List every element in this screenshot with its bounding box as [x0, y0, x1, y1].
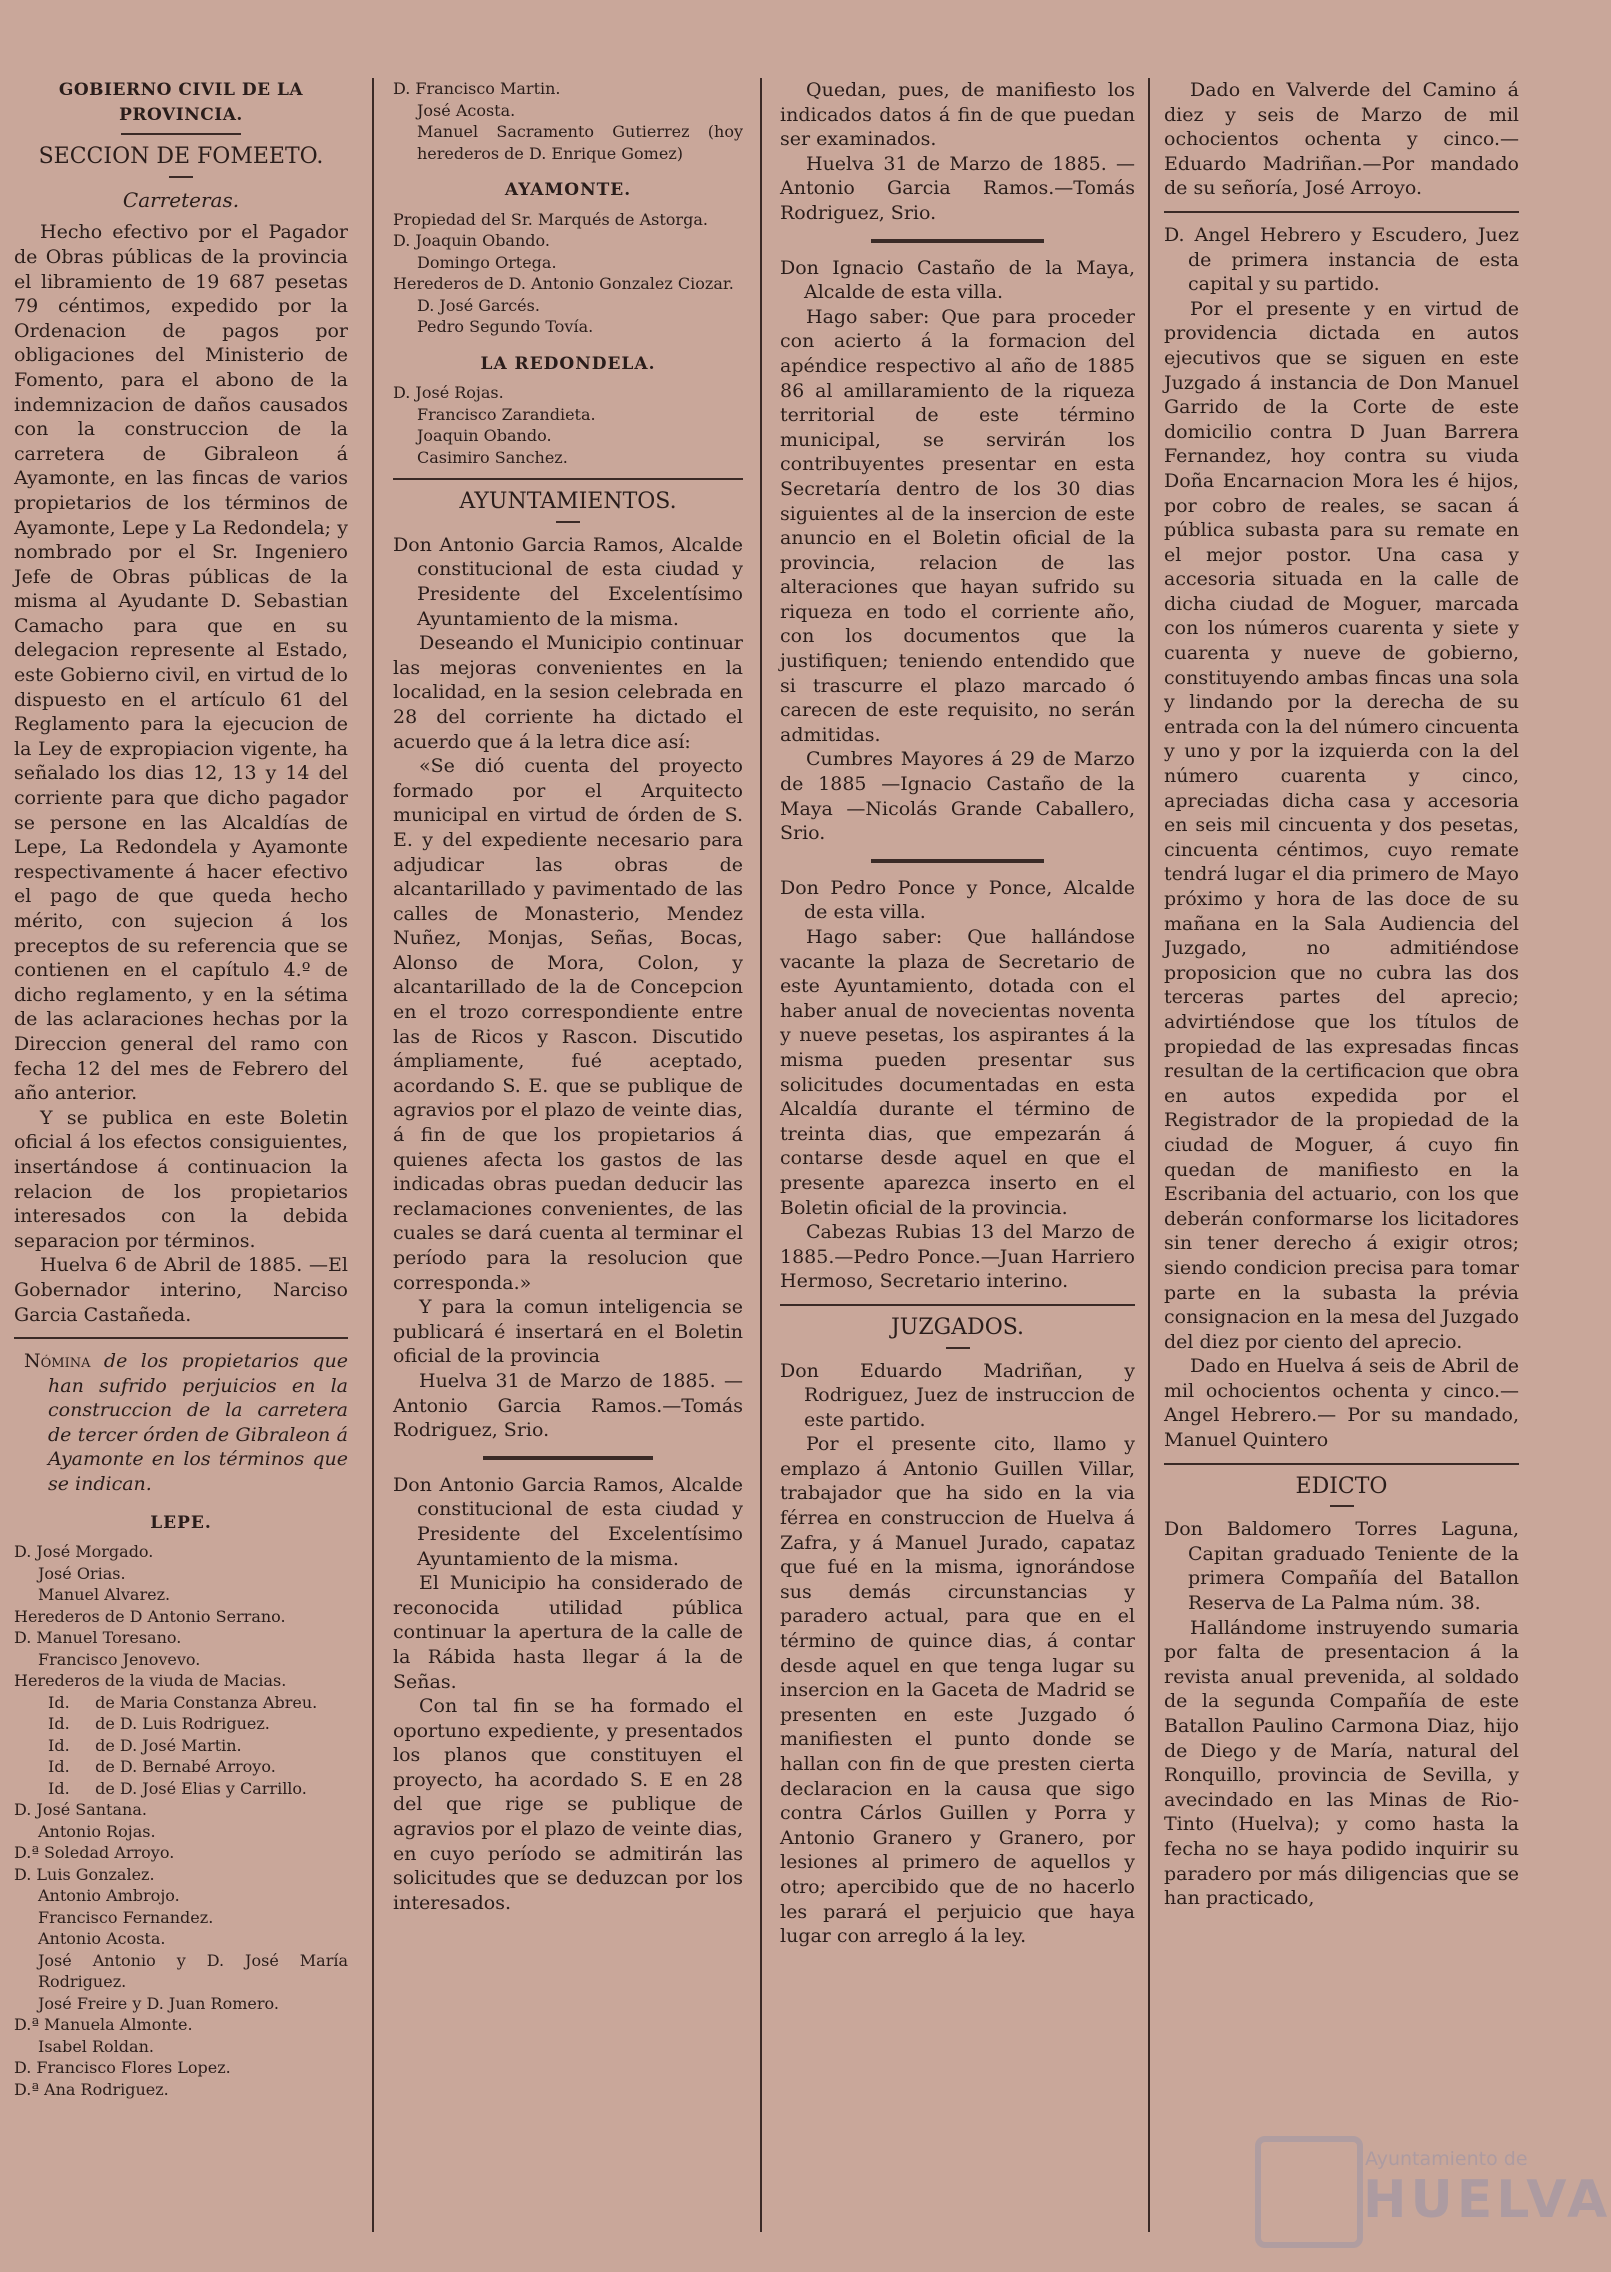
column-4 [1164, 78, 1519, 2232]
notice-paragraph: Y se publica en este Boletin oficial á los efectos consiguientes, insertándose á continuacion la relacion de los propietarios interesados con la debida separacion por términos. [14, 1106, 348, 1252]
list-item: D. Manuel Toresano. [14, 1628, 182, 1648]
list-item: José Freire y D. Juan Romero. [38, 1993, 279, 2013]
divider [780, 1304, 1135, 1306]
notice-paragraph: Con tal fin se ha formado el oportuno expediente, y presentados los planos que constituyen el proyecto, ha acordado S. E en 28 del que rige se publique de agravios por el plazo de veinte dias, en cuyo período se admitirán las solicitudes que se deduzcan por los interesados. [393, 1695, 743, 1914]
column-divider [372, 78, 374, 2232]
list-item: Antonio Acosta. [38, 1929, 166, 1949]
list-item: Casimiro Sanchez. [417, 447, 568, 467]
nomina-title: Nómina de los propietarios que han sufrido perjuicios en la construccion de la carretera de tercer órden de Gibraleon á Ayamonte en los términos que se indican. [24, 1350, 348, 1496]
notice-paragraph: Hallándome instruyendo sumaria por falta de presentacion á la revista anual prevenida, al soldado de la segunda Compañía de este Batallon Paulino Carmona Diaz, hijo de Diego y de María, natural del Ronquillo, provincia de Sevilla, y avecindado en las Minas de Rio-Tinto (Huelva); y como hasta la fecha no se haya podido inquirir su paradero por más diligencias que se han practicado, [1164, 1616, 1519, 1910]
notice-signature: Huelva 31 de Marzo de 1885. —Antonio Garcia Ramos.—Tomás Rodriguez, Srio. [393, 1369, 743, 1442]
list-item: Herederos de D. Antonio Gonzalez Ciozar. [393, 274, 734, 294]
section-title: AYUNTAMIENTOS. [459, 489, 677, 515]
list-item: Id. de D. José Elias y Carrillo. [48, 1778, 307, 1798]
column-3 [780, 78, 1135, 2232]
notice-signature: Cabezas Rubias 13 del Marzo de 1885.—Pedro Ponce.—Juan Harriero Hermoso, Secretario interino. [780, 1221, 1135, 1293]
owners-list-lepe [14, 1541, 354, 2100]
ornament-divider [872, 240, 1042, 242]
column-divider [1148, 78, 1150, 2232]
list-item: Herederos de la viuda de Macias. [14, 1671, 287, 1691]
divider [14, 1337, 348, 1339]
column-2 [393, 78, 749, 2232]
notice-signature: Huelva 6 de Abril de 1885. —El Gobernador interino, Narciso Garcia Castañeda. [14, 1254, 348, 1326]
notice-heading: Don Baldomero Torres Laguna, Capitan graduado Teniente de la primera Compañía del Batallon Reserva de La Palma núm. 38. [1164, 1518, 1519, 1615]
notice-signature: Cumbres Mayores á 29 de Marzo de 1885 —Ignacio Castaño de la Maya —Nicolás Grande Caballero, Srio. [780, 748, 1135, 845]
gobierno-header: GOBIERNO CIVIL DE LA PROVINCIA. [58, 80, 304, 125]
list-item: D. Luis Gonzalez. [14, 1864, 155, 1884]
list-item: Manuel Sacramento Gutierrez (hoy herederos de D. Enrique Gomez) [417, 122, 749, 163]
list-item: Pedro Segundo Tovía. [417, 317, 594, 337]
list-item: D. José Morgado. [14, 1542, 154, 1562]
place-heading-lepe: LEPE. [150, 1512, 212, 1533]
list-item: D.ª Manuela Almonte. [14, 2015, 193, 2035]
divider [121, 133, 241, 135]
notice-paragraph: Deseando el Municipio continuar las mejoras convenientes en la localidad, en la sesion celebrada en 28 del corriente ha dictado el acuerdo que á la letra dice así: [393, 632, 743, 753]
column-divider [760, 78, 762, 2232]
list-item: Herederos de D Antonio Serrano. [14, 1606, 286, 1626]
section-title: SECCION DE FOMEETO. [38, 144, 324, 170]
notice-heading: Don Antonio Garcia Ramos, Alcalde constitucional de esta ciudad y Presidente del Excelentísimo Ayuntamiento de la misma. [393, 533, 743, 630]
list-item: José Antonio y D. José María Rodriguez. [38, 1950, 354, 1992]
notice-signature: Dado en Huelva á seis de Abril de mil ochocientos ochenta y cinco.—Angel Hebrero.— Por su mandado, Manuel Quintero [1164, 1355, 1519, 1452]
list-item: Id. de D. Luis Rodriguez. [48, 1714, 270, 1734]
notice-heading: Don Eduardo Madriñan, y Rodriguez, Juez de instruccion de este partido. [780, 1359, 1135, 1431]
section-title: EDICTO [1295, 1473, 1388, 1499]
list-item: Joaquin Obando. [417, 426, 552, 446]
owners-list-lepe-cont [393, 78, 749, 164]
coat-of-arms-icon [1255, 2136, 1363, 2248]
list-item: Francisco Jenovevo. [38, 1649, 201, 1669]
notice-signature: Dado en Valverde del Camino á diez y seis de Marzo de mil ochocientos ochenta y cinco.— Eduardo Madriñan.—Por mandado de su señoría, José Arroyo. [1164, 79, 1519, 200]
list-item: Domingo Ortega. [417, 252, 557, 272]
notice-paragraph: Y para la comun inteligencia se publicará é insertará en el Boletin oficial de la provincia [393, 1296, 743, 1368]
list-item: D.ª Soledad Arroyo. [14, 1843, 175, 1863]
notice-signature: Huelva 31 de Marzo de 1885. —Antonio Garcia Ramos.—Tomás Rodriguez, Srio. [780, 152, 1135, 224]
notice-heading: Don Antonio Garcia Ramos, Alcalde constitucional de esta ciudad y Presidente del Excelentísimo Ayuntamiento de la misma. [393, 1473, 743, 1570]
list-item: Manuel Alvarez. [38, 1585, 171, 1605]
divider [393, 478, 743, 480]
column-1 [14, 78, 354, 2232]
ornament-divider [484, 1457, 652, 1459]
place-heading-ayamonte: AYAMONTE. [504, 180, 632, 200]
divider [1164, 1463, 1519, 1465]
list-item: D. José Rojas. [393, 383, 504, 403]
divider [556, 521, 580, 523]
notice-heading: Don Ignacio Castaño de la Maya, Alcalde de esta villa. [780, 256, 1135, 304]
owners-list-ayamonte [393, 209, 743, 338]
list-item: Francisco Fernandez. [38, 1907, 214, 1927]
list-item: José Acosta. [417, 100, 516, 120]
subsection-title: Carreteras. [122, 187, 240, 212]
list-item: D. Francisco Flores Lopez. [14, 2058, 231, 2078]
list-item: D.ª Ana Rodriguez. [14, 2079, 169, 2099]
notice-paragraph: Hecho efectivo por el Pagador de Obras públicas de la provincia el libramiento de 19 687 pesetas 79 céntimos, expedido por la Ordenacion de pagos por obligaciones del Ministerio de Fomento, para el abono de la indemnizacion de daños causados con la construccion de la carretera de Gibraleon á Ayamonte, en las fincas de varios propietarios de los términos de Ayamonte, Lepe y La Redondela; y nombrado por el Sr. Ingeniero Jefe de Obras públicas de la misma al Ayudante D. Sebastian Camacho para que en su delegacion represente al Estado, este Gobierno civil, en virtud de lo dispuesto en el artículo 61 del Reglamento para la ejecucion de la Ley de expropiacion vigente, ha señalado los dias 12, 13 y 14 del corriente para que dicho pagador se persone en las Alcaldías de Lepe, La Redondela y Ayamonte respectivamente á hacer efectivo el pago de que queda hecho mérito, con sujecion á los preceptos de su referencia que se contienen en el capítulo 4.º de dicho reglamento, y en la sétima de las aclaraciones hechas por la Direccion general del ramo con fecha 12 del mes de Febrero del año anterior. [14, 221, 348, 1105]
divider [169, 176, 193, 178]
watermark-line-2: HUELVA [1363, 2170, 1611, 2230]
archive-watermark [1255, 2126, 1611, 2246]
divider [1330, 1505, 1354, 1507]
list-item: Isabel Roldan. [38, 2036, 154, 2056]
list-item: Id. de D. José Martin. [48, 1735, 242, 1755]
notice-heading: Don Pedro Ponce y Ponce, Alcalde de esta villa. [780, 876, 1135, 924]
notice-paragraph: Hago saber: Que para proceder con acierto á la formacion del apéndice respectivo al año de 1885 86 al amillaramiento de la riqueza territorial de este término municipal, se servirán los contribuyentes presentar en esta Secretaría dentro de los 30 dias siguientes al de la insercion de este anuncio en el Boletin oficial de la provincia, relacion de las alteraciones que hayan sufrido su riqueza en todo el corriente año, con los documentos que la justifiquen; teniendo entendido que si trascurre el plazo marcado ó carecen de este requisito, no serán admitidas. [780, 305, 1135, 746]
notice-heading: D. Angel Hebrero y Escudero, Juez de primera instancia de esta capital y su partido. [1164, 223, 1519, 296]
divider [946, 1347, 970, 1349]
list-item: Antonio Rojas. [38, 1821, 156, 1841]
list-item: Propiedad del Sr. Marqués de Astorga. [393, 209, 708, 229]
ornament-divider [872, 860, 1042, 862]
owners-list-redondela [393, 382, 743, 468]
list-item: D. Francisco Martin. [393, 79, 561, 98]
list-item: D. Joaquin Obando. [393, 231, 550, 251]
notice-paragraph: Por el presente y en virtud de providencia dictada en autos ejecutivos que se siguen en este Juzgado á instancia de Don Manuel Garrido de la Corte de este domicilio contra D Juan Barrera Fernandez, hoy contra su viuda Doña Encarnacion Mora les é hijos, por cobro de reales, se sacan á pública subasta para su remate en el mejor postor. Una casa y accesoria situada en la calle de dicha ciudad de Moguer, marcada con los números cuarenta y siete y cuarenta y nueve de gobierno, constituyendo ambas fincas una sola y lindando por la derecha de su entrada con la del número cincuenta y uno y por la izquierda con la del número cuarenta y cinco, apreciadas dicha casa y accesoria en seis mil cincuenta y dos pesetas, cincuenta céntimos, cuyo remate tendrá lugar el dia primero de Mayo próximo y hora de las doce de su mañana en la Sala Audiencia del Juzgado, no admitiéndose proposicion que no cubra las dos terceras partes del aprecio; advirtiéndose que los títulos de propiedad de las expresadas fincas resultan de la certificacion que obra en autos expedida por el Registrador de la propiedad de la ciudad de Moguer, á cuyo fin quedan de manifiesto en la Escribania del actuario, con los que deberán conformarse los licitadores sin tener derecho á exigir otros; siendo condicion precisa para tomar parte en la subasta la prévia consignacion en la mesa del Juzgado del diez por ciento del aprecio. [1164, 297, 1519, 1353]
list-item: Id. de Maria Constanza Abreu. [48, 1692, 318, 1712]
divider [1164, 211, 1519, 213]
notice-paragraph: Por el presente cito, llamo y emplazo á Antonio Guillen Villar, trabajador que ha sido en la via férrea en construccion de Huelva á Zafra, y á Manuel Jurado, capataz que fué en la misma, ignorándose sus demás circunstancias y paradero actual, para que en el término de quince dias, á contar desde aquel en que tenga lugar su insercion en la Gaceta de Madrid se presenten en este Juzgado ó manifiesten el punto donde se hallan con fin de que presten cierta declaracion en la causa que sigo contra Cárlos Guillen y Porra y Antonio Granero y Granero, por lesiones al primero de aquellos y otro; apercibido que de no hacerlo les parará el perjuicio que haya lugar con arreglo á la ley. [780, 1433, 1135, 1948]
list-item: D. José Santana. [14, 1800, 147, 1820]
notice-paragraph: Hago saber: Que hallándose vacante la plaza de Secretario de este Ayuntamiento, dotada con el haber anual de novecientas noventa y nueve pesetas, los aspirantes á la misma pueden presentar sus solicitudes documentadas en esta Alcaldía durante el término de treinta dias, que empezarán á contarse desde aquel en que el presente aparezca inserto en el Boletin oficial de la provincia. [780, 926, 1135, 1219]
notice-paragraph: El Municipio ha considerado de reconocida utilidad pública continuar la apertura de la calle de la Rábida hasta llegar á la de Señas. [393, 1572, 743, 1693]
section-title: JUZGADOS. [890, 1314, 1025, 1340]
list-item: Id. de D. Bernabé Arroyo. [48, 1757, 276, 1777]
list-item: Francisco Zarandieta. [417, 404, 596, 424]
place-heading-redondela: LA REDONDELA. [480, 353, 656, 374]
notice-paragraph: «Se dió cuenta del proyecto formado por el Arquitecto municipal en virtud de órden de S. E. y del expediente necesario para adjudicar las obras de alcantarillado y pavimentado de las calles de Monasterio, Mendez Nuñez, Monjas, Señas, Bocas, Alonso de Mora, Colon, y alcantarillado de la de Concepcion en el trozo correspondiente entre las de Ricos y Rascon. Discutido ámpliamente, fué aceptado, acordando S. E. que se publique de agravios por el plazo de veinte dias, á fin de que los propietarios á quienes afecta los gastos de las indicadas obras puedan deducir las reclamaciones convenientes, de las cuales se dará cuenta al terminar el período para la resolucion que corresponda.» [393, 755, 743, 1294]
list-item: Antonio Ambrojo. [38, 1886, 180, 1906]
list-item: D. José Garcés. [417, 295, 540, 315]
list-item: José Orias. [38, 1563, 126, 1583]
notice-paragraph: Quedan, pues, de manifiesto los indicados datos á fin de que puedan ser examinados. [780, 79, 1135, 151]
watermark-line-1: Ayuntamiento de [1365, 2148, 1528, 2170]
